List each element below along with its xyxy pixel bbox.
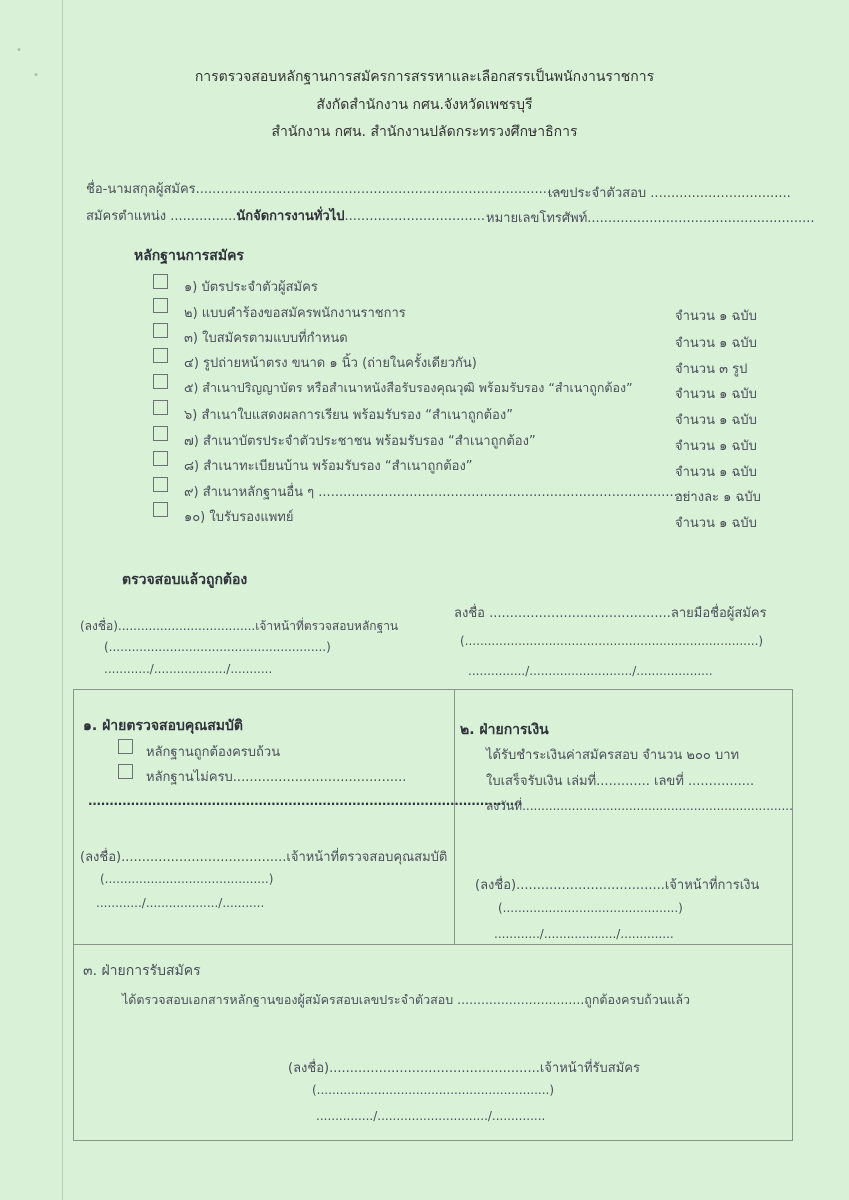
fee-received-line: ได้รับชำระเงินค่าสมัครสอบ จำนวน ๒๐๐ บาท bbox=[486, 748, 740, 763]
section3-sign-line: (ลงชื่อ)...................................................เจ้าหน้าที่รับสมัคร bbox=[288, 1061, 640, 1076]
applicant-sign-line: ลงชื่อ ............................................ลายมือชื่อผู้สมัคร bbox=[454, 606, 767, 621]
paper-speck: • bbox=[33, 70, 39, 81]
evidence-item-5: ๕) สำเนาปริญญาบัตร หรือสำเนาหนังสือรับรองคุณวุฒิ พร้อมรับรอง “สำเนาถูกต้อง” bbox=[184, 380, 633, 395]
section3-title: ๓. ฝ่ายการรับสมัคร bbox=[83, 963, 201, 979]
receipt-line: ใบเสร็จรับเงิน เล่มที่............. เลขที่ ................ bbox=[486, 774, 755, 789]
evidence-item-1: ๑) บัตรประจำตัวผู้สมัคร bbox=[184, 280, 318, 295]
complete-evidence-checkbox[interactable] bbox=[118, 739, 133, 754]
section2-sign-line: (ลงชื่อ)....................................เจ้าหน้าที่การเงิน bbox=[475, 878, 760, 893]
position-dots: .................................. bbox=[344, 209, 486, 224]
evidence-checkbox-2[interactable] bbox=[153, 298, 168, 313]
section1-date: ............/.................../........... bbox=[96, 896, 265, 910]
position-value: นักจัดการงานทั่วไป bbox=[236, 209, 345, 224]
evidence-item-10: ๑๐) ใบรับรองแพทย์ bbox=[184, 510, 294, 525]
section3-statement: ได้ตรวจสอบเอกสารหลักฐานของผู้สมัครสอบเลขประจำตัวสอบ ................................ถูกต้องครบถ้วนแล้ว bbox=[122, 992, 691, 1007]
complete-evidence-label: หลักฐานถูกต้องครบถ้วน bbox=[146, 745, 281, 760]
evidence-item-2: ๒) แบบคำร้องขอสมัครพนักงานราชการ bbox=[184, 306, 406, 321]
evidence-qty-5: จำนวน ๑ ฉบับ bbox=[675, 387, 757, 402]
section3-date: .............../............................./.............. bbox=[316, 1109, 546, 1123]
evidence-qty-6: จำนวน ๑ ฉบับ bbox=[675, 413, 757, 428]
evidence-qty-10: จำนวน ๑ ฉบับ bbox=[675, 516, 757, 531]
verifier-name-paren: (.........................................................) bbox=[104, 640, 331, 654]
evidence-checkbox-8[interactable] bbox=[153, 451, 168, 466]
evidence-qty-8: จำนวน ๑ ฉบับ bbox=[675, 465, 757, 480]
verified-title: ตรวจสอบแล้วถูกต้อง bbox=[122, 572, 248, 588]
evidence-item-4: ๔) รูปถ่ายหน้าตรง ขนาด ๑ นิ้ว (ถ่ายในครั้งเดียวกัน) bbox=[184, 356, 477, 371]
section1-sign-line: (ลงชื่อ)........................................เจ้าหน้าที่ตรวจสอบคุณสมบัติ bbox=[80, 850, 448, 865]
evidence-checkbox-4[interactable] bbox=[153, 348, 168, 363]
evidence-checkbox-1[interactable] bbox=[153, 274, 168, 289]
margin-line bbox=[62, 0, 63, 1200]
header-line3: สำนักงาน กศน. สำนักงานปลัดกระทรวงศึกษาธิการ bbox=[271, 124, 578, 140]
position-label: สมัครตำแหน่ง ................ bbox=[86, 209, 237, 224]
receipt-date-line: ลงวันที่....................................................................... bbox=[486, 799, 793, 813]
section2-name-paren: (..............................................) bbox=[498, 901, 683, 915]
evidence-item-6: ๖) สำเนาใบแสดงผลการเรียน พร้อมรับรอง “สำเนาถูกต้อง” bbox=[184, 408, 513, 423]
paper-speck: • bbox=[16, 45, 22, 56]
section1-title: ๑. ฝ่ายตรวจสอบคุณสมบัติ bbox=[83, 718, 243, 734]
evidence-qty-9: อย่างละ ๑ ฉบับ bbox=[675, 490, 761, 505]
evidence-item-3: ๓) ใบสมัครตามแบบที่กำหนด bbox=[184, 331, 348, 346]
incomplete-evidence-checkbox[interactable] bbox=[118, 764, 133, 779]
section2-title: ๒. ฝ่ายการเงิน bbox=[460, 722, 549, 738]
evidence-checkbox-5[interactable] bbox=[153, 374, 168, 389]
evidence-checkbox-6[interactable] bbox=[153, 400, 168, 415]
evidence-title: หลักฐานการสมัคร bbox=[134, 248, 244, 264]
evidence-item-8: ๘) สำเนาทะเบียนบ้าน พร้อมรับรอง “สำเนาถูกต้อง” bbox=[184, 459, 473, 474]
exam-id-field[interactable]: เลขประจำตัวสอบ .................................. bbox=[548, 186, 791, 201]
header-line1: การตรวจสอบหลักฐานการสมัครการสรรหาและเลือกสรรเป็นพนักงานราชการ bbox=[194, 69, 655, 85]
evidence-qty-4: จำนวน ๓ รูป bbox=[675, 362, 748, 377]
evidence-qty-2: จำนวน ๑ ฉบับ bbox=[675, 309, 757, 324]
incomplete-evidence-label: หลักฐานไม่ครบ.......................................... bbox=[146, 770, 407, 785]
evidence-item-9: ๙) สำเนาหลักฐานอื่น ๆ ........................................................................................... bbox=[184, 485, 695, 500]
applicant-name-paren: (.............................................................................) bbox=[460, 634, 764, 648]
evidence-checkbox-3[interactable] bbox=[153, 323, 168, 338]
section2-date: ............/.................../.............. bbox=[494, 927, 674, 941]
phone-field[interactable]: หมายเลขโทรศัพท์....................................................... bbox=[486, 211, 815, 226]
evidence-item-7: ๗) สำเนาบัตรประจำตัวประชาชน พร้อมรับรอง “สำเนาถูกต้อง” bbox=[184, 434, 536, 449]
verifier-sign-line: (ลงชื่อ)....................................เจ้าหน้าที่ตรวจสอบหลักฐาน bbox=[80, 619, 399, 633]
applicant-name-field[interactable]: ชื่อ-นามสกุลผู้สมัคร......................................................................................... bbox=[86, 182, 564, 197]
position-row bbox=[86, 205, 485, 226]
section1-note-dots: ...................................................................................................... bbox=[88, 794, 523, 808]
evidence-qty-7: จำนวน ๑ ฉบับ bbox=[675, 439, 757, 454]
evidence-checkbox-9[interactable] bbox=[153, 477, 168, 492]
evidence-checkbox-7[interactable] bbox=[153, 426, 168, 441]
box-divider-vertical bbox=[454, 689, 455, 944]
section1-name-paren: (...........................................) bbox=[100, 872, 274, 886]
section3-name-paren: (.............................................................) bbox=[312, 1083, 555, 1097]
evidence-qty-3: จำนวน ๑ ฉบับ bbox=[675, 336, 757, 351]
evidence-checkbox-10[interactable] bbox=[153, 502, 168, 517]
applicant-sign-date: .............../.........................../.................... bbox=[468, 664, 713, 678]
box-divider-horizontal bbox=[73, 944, 792, 945]
header-line2: สังกัดสำนักงาน กศน.จังหวัดเพชรบุรี bbox=[316, 97, 533, 113]
verifier-date: ............/.................../........... bbox=[104, 662, 273, 676]
